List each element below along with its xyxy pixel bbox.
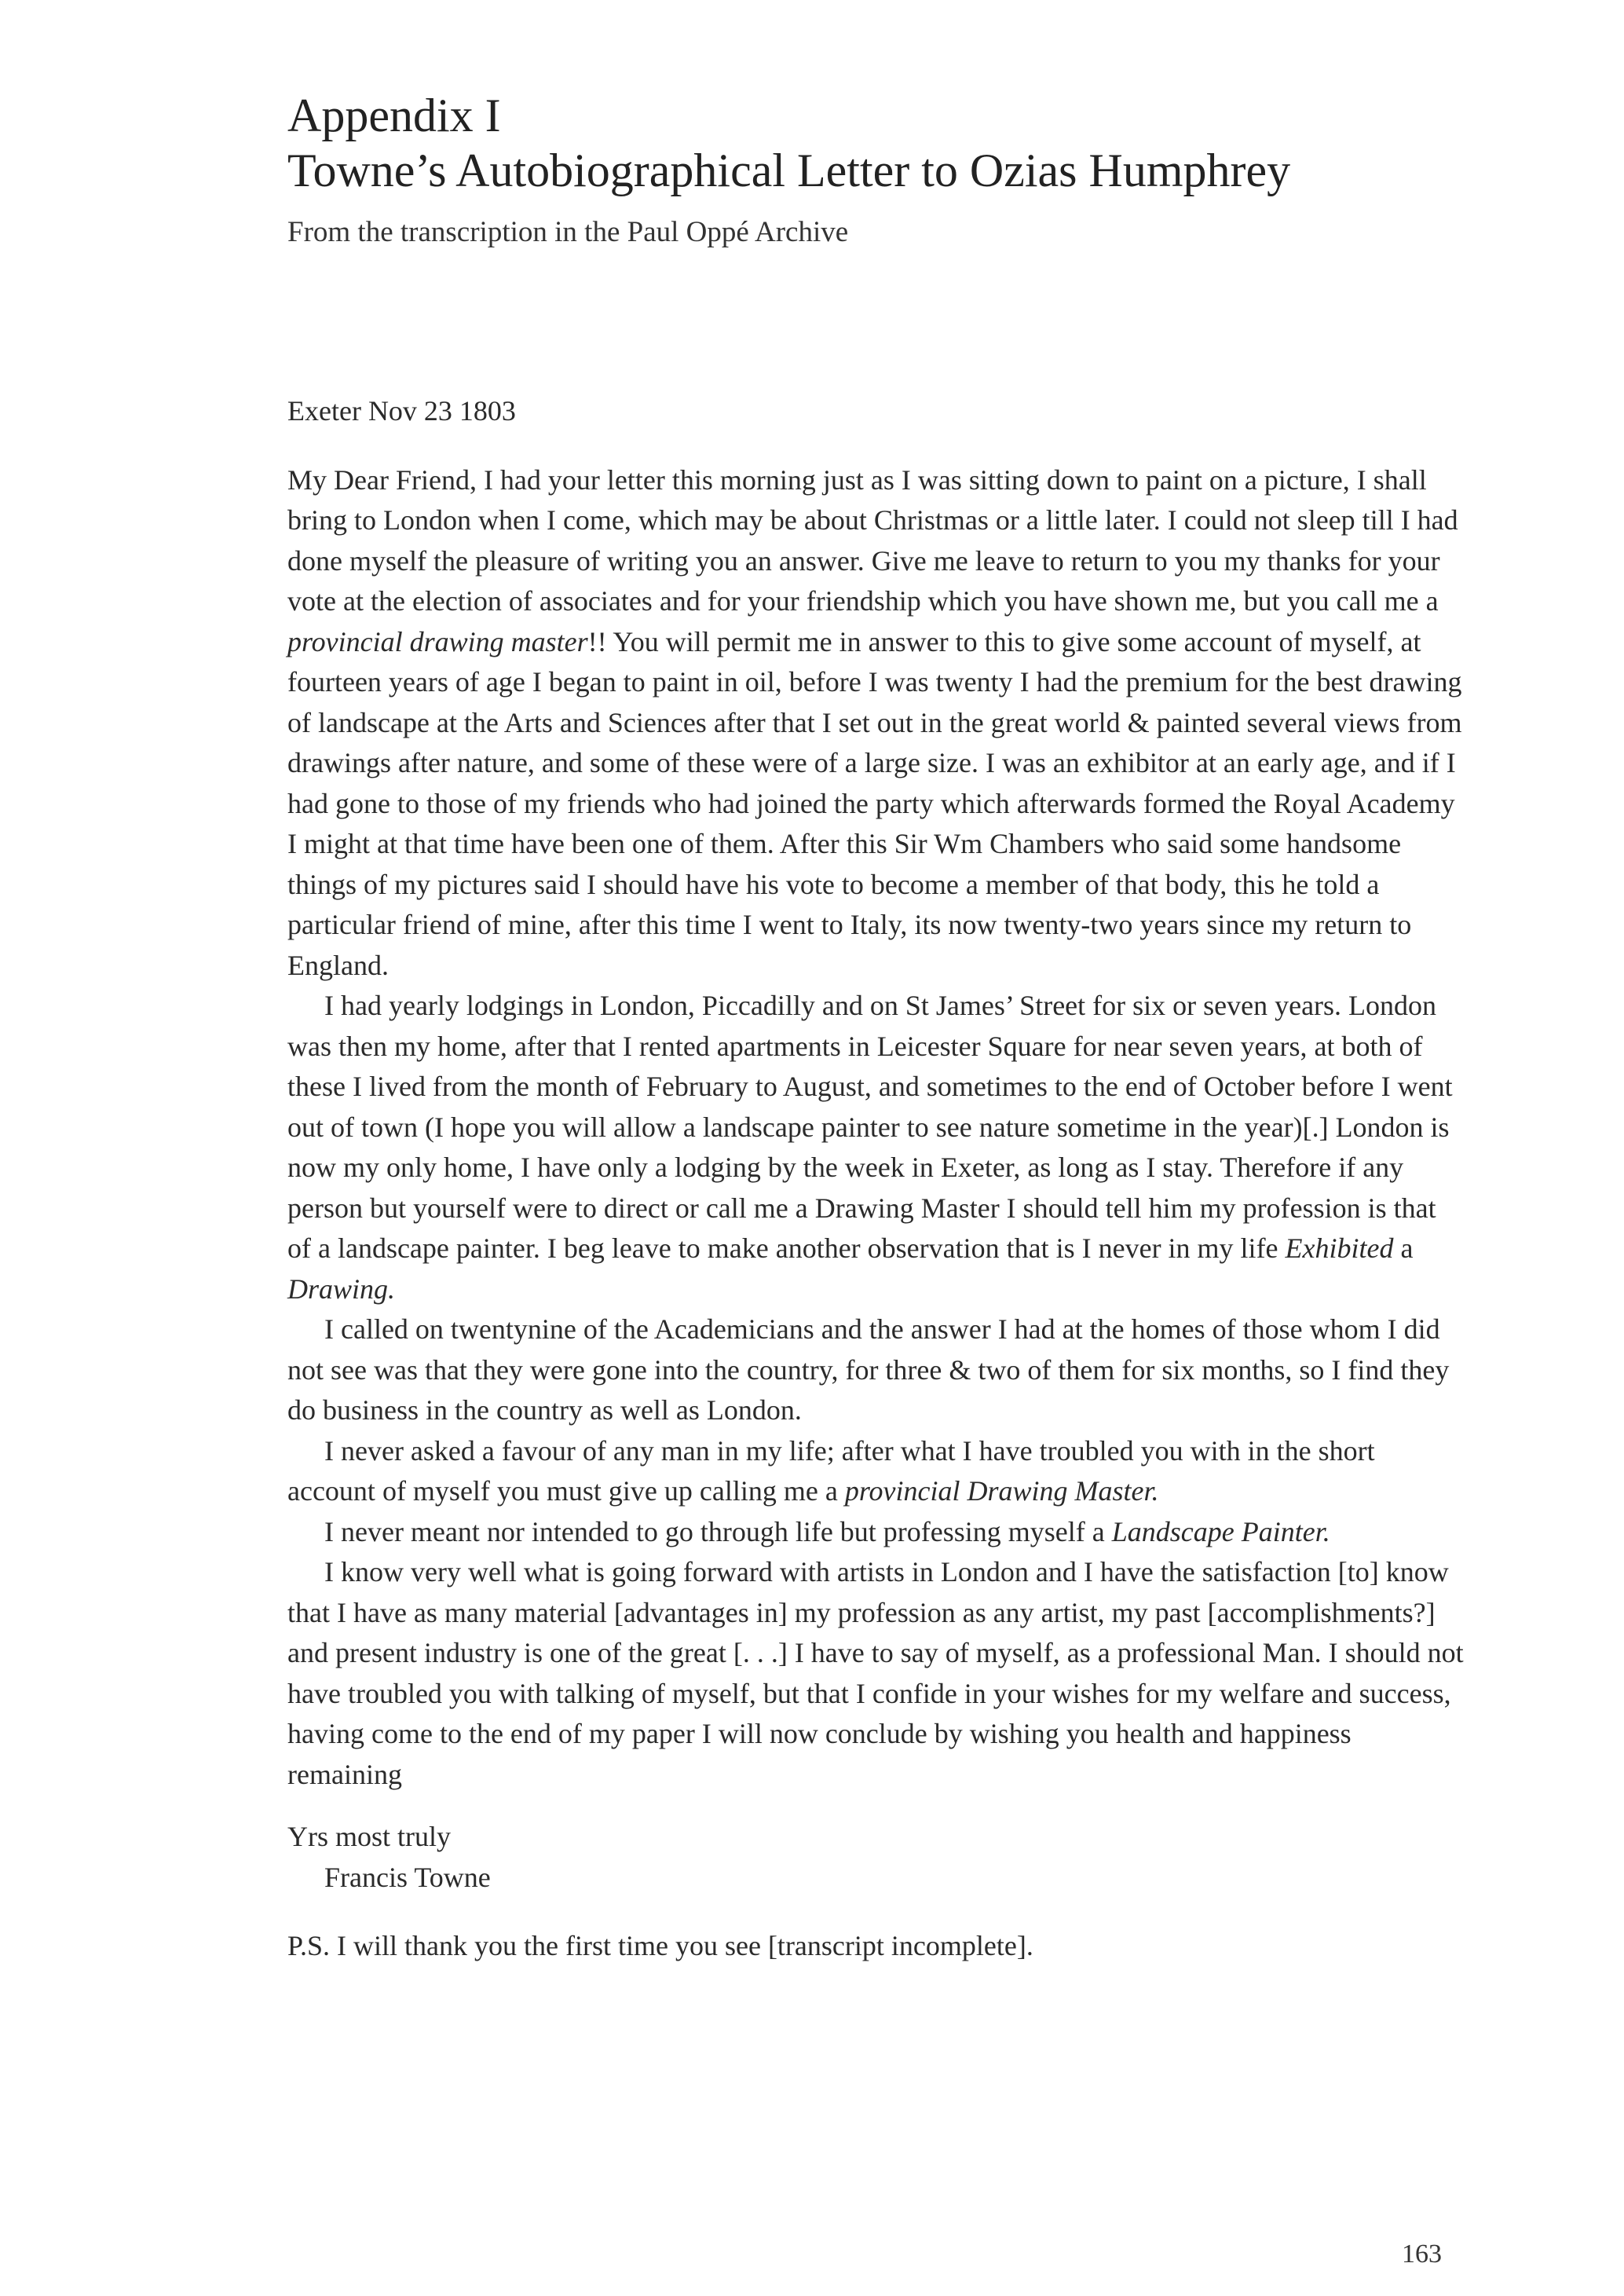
paragraph-5-italic: Landscape Painter. [1111,1515,1330,1547]
paragraph-6: I know very well what is going forward with artists in London and I have the satisfaction [to] know that I have as many material [advantages in] my profession as any artist, my past [accomplishments?] and present industry is one of the great [. . .] I have to say of myself, as a professional Man. I should not have troubled you with talking of myself, but that I confide in your wishes for my welfare and success, having come to the end of my paper I will now conclude by wishing you health and happiness remaining [287,1556,1464,1790]
paragraph-2-text-a: I had yearly lodgings in London, Piccadilly and on St James’ Street for six or seven years. London was then my home, after that I rented apartments in Leicester Square for near seven years, at both of these I lived from the month of February to August, and sometimes to the end of October before I went out of town (I hope you will allow a landscape painter to see nature sometime in the year)[.] London is now my only home, I have only a lodging by the week in Exeter, as long as I stay. Therefore if any person but yourself were to direct or call me a Drawing Master I should tell him my profession is that of a landscape painter. I beg leave to make another observation that is I never in my life [287,990,1453,1264]
paragraph-2-text-b: a [1393,1232,1414,1264]
appendix-title: Appendix I [287,90,501,141]
paragraph-1-text-a: My Dear Friend, I had your letter this morning just as I was sitting down to paint on a picture, I shall bring to London when I come, which may be about Christmas or a little later. I could not sleep till I had done myself the pleasure of writing you an answer. Give me leave to return to you my thanks for your vote at the election of associates and for your friendship which you have shown me, but you call me a [287,463,1458,617]
paragraph-1-text-b: !! You will permit me in answer to this to give some account of myself, at fourteen years of age I began to paint in oil, before I was twenty I had the premium for the best drawing of landscape at the Arts and Sciences after that I set out in the great world & painted several views from drawings after nature, and some of these were of a large size. I was an exhibitor at an early age, and if I had gone to those of my friends who had joined the party which afterwards formed the Royal Academy I might at that time have been one of them. After this Sir Wm Chambers who said some handsome things of my pictures said I should have his vote to become a member of that body, this he told a particular friend of mine, after this time I went to Italy, its now twenty-two years since my return to England. [287,625,1462,981]
paragraph-1 [287,460,1465,987]
paragraph-4-text-a: I never asked a favour of any man in my life; after what I have troubled you with in the short account of myself you must give up calling me a [287,1434,1375,1507]
paragraph-4 [287,1431,1465,1512]
signature: Francis Towne [324,1861,491,1893]
letter-dateline: Exeter Nov 23 1803 [287,395,516,427]
letter-body [287,391,1465,1967]
paragraph-2-italic-2: Drawing. [287,1273,396,1305]
paragraph-1-italic: provincial drawing master [287,625,588,657]
closing-phrase: Yrs most truly [287,1821,452,1852]
paragraph-5-text-a: I never meant nor intended to go through life but professing myself a [324,1515,1112,1547]
page-number: 163 [1402,2239,1442,2269]
appendix-subtitle: Towne’s Autobiographical Letter to Ozias Humphrey [287,145,1291,196]
paragraph-4-italic: provincial Drawing Master. [844,1475,1159,1507]
paragraph-2 [287,986,1465,1309]
paragraph-3: I called on twentynine of the Academicians and the answer I had at the homes of those whom I did not see was that they were gone into the country, for three & two of them for six months, so I find they do business in the country as well as London. [287,1313,1450,1426]
letter-closing [287,1817,1465,1898]
source-note: From the transcription in the Paul Oppé Archive [287,216,849,248]
appendix-heading [287,88,1544,251]
paragraph-5 [287,1512,1465,1553]
postscript: P.S. I will thank you the first time you see [transcript incomplete]. [287,1930,1033,1961]
paragraph-2-italic-1: Exhibited [1285,1232,1394,1264]
